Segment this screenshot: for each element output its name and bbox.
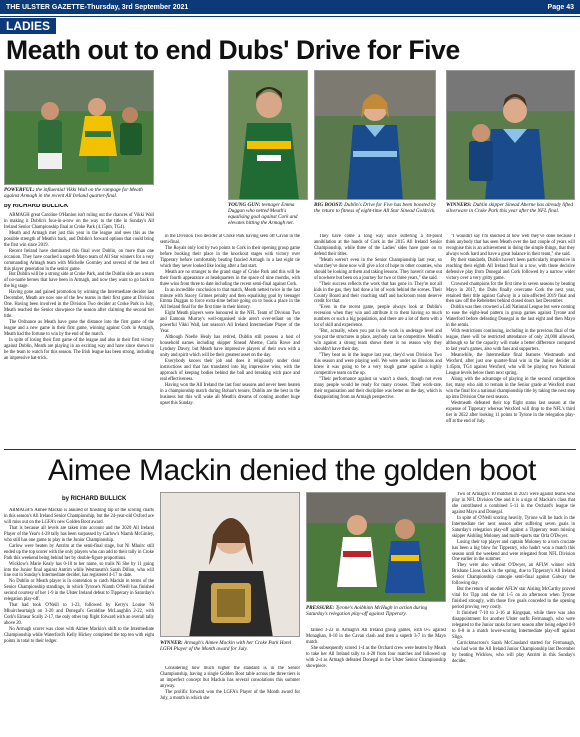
paragraph: in the Division Two decider at Croke Park having seen off Cavan in the semi-final. <box>160 234 300 245</box>
page-header <box>0 0 580 14</box>
paragraph: Recent Ireland have dominated this final over Dublin, on more than one occasion. They have coached a superb Mayo team of All Star winners for a very commanding Armagh team with Michelle Gormley and several of the best of this player generation in the senior game. <box>4 248 154 272</box>
story1-column-1 <box>4 204 154 446</box>
paragraph: "But, actually, when you put in the work in underage level and you put the structures in place, anybody can be competitive. Meath's win against a strong team shows there is no reason why they shouldn't have their day. <box>314 329 442 353</box>
paragraph: "Their performance against us wasn't a shock, though not even many people would be ready for many crosses. Their work-rate, their organisation and their discipline was better on the day, which is disappointing from an Armagh perspective. <box>314 376 442 400</box>
paragraph: That is because all levels are taken into account and the 2020 All Ireland Player of the Year's 4-28 tally has been surpassed by Carlow's Niamh McGinley, who still has one game to play in the Junior Championship. <box>4 525 154 543</box>
paragraph: ARMAGH'S Aimee Mackin is assured of finishing top of the scoring charts in this season's All Ireland Senior Championship, but the 24-year-old Oxford ace will miss out on the LGFA's new Golden Boot award. <box>4 508 154 525</box>
paragraph: Crowned champions for the first time in seven seasons by beating Mayo in 2017, the Dubs finally overcame Cork the next year, retained their title against Galway in a rain-affected 2019 final and then saw off the Rebelettes behind closed doors last December. <box>446 281 575 305</box>
caption-photo-6 <box>306 605 446 617</box>
paragraph: Losing their top player and captain Moloney to a torn cruciate has been a big blow for Tipperary, who hadn't won a match this season until the weekend and were relegated from NFL Division One earlier in the summer. <box>452 539 575 563</box>
paragraph: "Meath weren't even in the Senior Championship last year, so what they've done now will give a lot of hope to other counties, who should be looking at them and taking lessons. They haven't come out of nowhere but been on a journey for two or three years," she said. <box>314 257 442 281</box>
caption-lead: POWERFUL: <box>4 187 35 193</box>
photo-sinead-goldrick <box>314 70 436 200</box>
caption-text: Armagh's Aimee Mackin with her Croke Park Hotel LGFA Player of the Month award for July. <box>160 640 292 653</box>
paragraph: "I wouldn't say I'm shocked at how well they've done because I think anybody that has seen Meath over the last couple of years will recognise this is an achievement in doing the simple things, that they always work hard and have a great balance in their team," she said. <box>446 234 575 257</box>
caption-lead: PRESSURE: <box>306 605 335 611</box>
caption-lead: WINNERS: <box>446 202 472 208</box>
story2-byline: by RICHARD BULLICK <box>62 496 127 502</box>
caption-text: Dublin skipper Sinead Aherne has already lifted silverware in Croke Park this year after the NFL final. <box>446 202 573 215</box>
story2-column-2 <box>160 666 300 736</box>
paper-name-date: THE ULSTER GAZETTE-Thursday, 3rd September 2021 <box>6 3 189 11</box>
paragraph: Eight Meath players were honoured in the NFL Team of Division Two and Eamonn Murray's well-organised side aren't over-reliant on the powerful Vikki Wall, last season's All Ireland Intermediate Player of the Year. <box>160 311 300 335</box>
paragraph: No Dublin or Meath player is in contention to catch Mackin in terms of the Senior Championship standings, in which Tyrone's Niamh O'Neill has finished second courtesy of her 1-9 in the Ulster Ireland defeat to Tipperary in Saturday's relegation play-off. <box>4 579 154 603</box>
page-number: Page 43 <box>547 3 574 11</box>
paragraph: Considering how much higher the standard is in the Senior Championship, having a single Golden Boot table across the three tiers is an imperfect concept but Mackin has several consolations this summer anyway. <box>160 666 300 689</box>
photo-sinead-aherne <box>446 70 575 200</box>
caption-text: Tyrone's Aoibhinn McHugh in action during Saturday's relegation play-off against Tipperary. <box>306 605 428 618</box>
paragraph: But Dublin will be a strong side at Croke Park, and the Dublin side are a team of no-name heroes that have been in Armagh, and now they want to go back to the big stage. <box>4 272 154 290</box>
paragraph: Meath and Armagh met just this year in the league and sees this as the possible strength of Meath's back, and Dublin's forward options that could bring the first win since 2019. <box>4 230 154 248</box>
caption-lead: WINNER: <box>160 640 183 646</box>
paragraph: They have come a long way since suffering a 40-point annihilation at the hands of Cork in the 2015 All Ireland Senior Championship, while three of the Ladies' sides have gone on to defend their titles. <box>314 234 442 257</box>
paragraph: By their standards, Dublin haven't been particularly impressive in reaching their eighth All Ireland final in a row, with those decisive defensive play from Donegal and Cork followed by a narrow wider victory over a very gritty game. <box>446 257 575 281</box>
story1-column-4 <box>446 234 575 446</box>
paragraph: Meanwhile, the Intermediate final features Westmeath and Wexford, after just one quarter-final win in the Junior decider at 1.45pm, TG4 against Wexford, who will be playing two National League levels below them next spring. <box>446 353 575 376</box>
paragraph: They were also without O'Dwyer, an AFLW winner with Brisbane Lions back in the spring, due to Tipperary's All Ireland Senior Championship camogie semi-final against Galway the following day. <box>452 563 575 587</box>
paragraph: ARMAGH great Caroline O'Hanlon isn't ruling out the chances of Vikki Wall in making it Dublin's four-in-a-row on the way to the title in Sunday's All Ireland Senior Championship final at Croke Park (4.15pm, TG4). <box>4 212 154 230</box>
paragraph: In spite of losing their first game of the league and also in their first victory against Dublin, Meath are playing in an exciting way and have since shown to be the team to watch for this season. The Irish league has been strong, including an impressive hat-trick. <box>4 337 154 361</box>
paragraph: It finished 7-10 to 2-16 at Kingspan, while there was also disappointment for another Ulster outfit Fermanagh, who were relegated to the Junior ranks for next season after being edged 0-9 to 0-8 in a match lower-scoring Intermediate play-off against Sligo. <box>452 611 575 640</box>
paragraph: Dublin was then crowned a Lidl National League but were coming to ease the eight-lead pattern in group games against Tyrone and Waterford before defeating Donegal in the last eight and then Mayo in the semis. <box>446 305 575 329</box>
paragraph: With restrictions continuing, including in the previous final of the league, there will be restricted attendance of only 24,000 allowed, although so far the capacity will make a better difference compared to last year's games, also with fans and supporters. <box>446 329 575 353</box>
photo-vikki-wall <box>4 70 154 185</box>
caption-photo-1 <box>4 187 154 199</box>
story1-column-3 <box>314 234 442 446</box>
paragraph: Westmeath defeated their top flight status last season at the expense of Tipperary whereas Wexford will drop to the NFL's third tier in 2022 after looking 11 points to Tyrone in the relegation play-off at the end of July. <box>446 400 575 424</box>
caption-photo-2 <box>228 202 308 226</box>
caption-photo-3 <box>314 202 436 214</box>
photo-emma-duggan <box>228 70 308 200</box>
paragraph: Along with the advantage of playing in the second competition tier, many who aim to remain in the Senior grade at Wexford must win the final for a national championship title by taking the next step up into Division One next season. <box>446 376 575 400</box>
caption-photo-4 <box>446 202 575 214</box>
story-divider <box>4 449 576 450</box>
caption-text: the influential Vikki Wall on the rampage for Meath against Armagh in the recent All Ireland quarter-final. <box>4 187 143 200</box>
paragraph: Carlow were beaten by Antrim at the semi-final stage, but Ni Mhuirc still ended up the top scorer with the only players who can add to their tally in Croke Park this weekend being behind her by double-figure proportions. <box>4 543 154 561</box>
section-bar <box>0 16 580 34</box>
paragraph: Wicklow's Marie Kealy has 0-18 to her name, so trails Ni She by 11 going into the Junior final against Antrim while Westmeath's Sarah Dillon, who will line out in Sunday's Intermediate decider, has registered 4-17 to date. <box>4 561 154 579</box>
paragraph: "Their success reflects the work that has gone in. They're not all kids in the gas, they had done a lot of work behind the scenes. Their County Board and their coaching staff and backroom team deserve credit for that. <box>314 281 442 305</box>
caption-photo-5 <box>160 640 300 652</box>
caption-lead: YOUNG GUN: <box>228 202 261 208</box>
paragraph: No Armagh scorer was close with Aimee Mackin's shift to the Intermediate Championship while Waterford's Kelly Hickey completed the top ten with eight points in total to their ledger. <box>4 627 154 644</box>
story2-column-4 <box>452 492 575 736</box>
story1-byline: by RICHARD BULLICK <box>4 204 69 209</box>
paragraph: She subsequently scored 1-4 as the Orchard crew were beaten by Meath to take her All Ireland tally to 4-28 from four matches and followed up with 2-4 as Armagh defeated Donegal in the Ulster Senior Championship showpiece. <box>306 645 446 669</box>
photo-aoibhinn-mchugh <box>306 492 446 602</box>
paragraph: Carrickmacross's Sarah McCausland started for Fermanagh, who had won the All Ireland Junior Championship last December by beating Wicklow, who will play Antrim in this Sunday's decider. <box>452 640 575 664</box>
story2-column-1 <box>4 508 154 736</box>
story2-column-3 <box>306 628 446 736</box>
story1-headline: Meath out to end Dubs' Drive for Five <box>6 35 460 65</box>
paragraph: tallied 3-22 in Armagh's All Ireland group games, with 0-5 against Monaghan, 0-10 in the Cavan clash and then a superb 3-7 in the Mayo match. <box>306 628 446 645</box>
section-label: LADIES <box>0 18 56 34</box>
paragraph: In spite of O'Neill scoring heavily, Tyrone will be back in the Intermediate tier next season after suffering seven goals in Saturday's relegation play-off against a Tipperary team missing skipper Aishling Moloney and multi-sports star Orla O'Dwyer. <box>452 515 575 539</box>
paragraph: Everybody knows their job and does it religiously under clear instructions and that has translated into big impressive wins, with the approach of keeping bodies behind the ball and breaking with pace and real effectiveness. <box>160 359 300 382</box>
paragraph: In an incredible conclusion to that match, Meath netted twice in the last minute with Stacey Grimes penalty and then equalising goal by teenager Emma Duggan to force extra-time before going on to book a place in the All Ireland final for the first time in their history. <box>160 287 300 311</box>
paragraph: Although Noelle Healy has retired, Dublin still possess a host of household names including skipper Sinead Aherne, Carla Rowe and Lyndsey Davey, but Meath have impressive players of their own with a unity and spirit which will be their greatest asset on the day. <box>160 335 300 359</box>
paragraph: That had took O'Neill to 1-23, followed by Kerry's Louise Ni Mhuircheartaigh on 3-20 and Donegal's Geraldine McLaughlin 2-22, with Cork's Eimear Scally 2-17, the only other top flight forward with an overall tally above 20. <box>4 603 154 627</box>
story2-headline: Aimee Mackin denied the golden boot <box>47 454 536 487</box>
story1-column-2 <box>160 234 300 446</box>
paragraph: "They beat us in the league last year, they'd won Division Two this season and were playing well. We were under no illusions and knew it was going to be a very tough game against a highly competitive team on the up. <box>314 353 442 376</box>
caption-lead: BIG BOOST: <box>314 202 343 208</box>
paragraph: The Royals only lost by two points to Cork in their opening group game before booking their place in the knockout stages with victory over Tipperary before comfortably beating fancied Armagh in a last eight tie which they never looked like losing after a fast start. <box>160 245 300 269</box>
paragraph: Having gone and gained promotion by winning the Intermediate decider last December, Meath are now one of the few teams in their first game at Division One. Having been involved in the Division Two decider at Croke Park in July, Meath reached the Senior showpiece the season after claiming the second tier title. <box>4 290 154 320</box>
photo-aimee-mackin <box>160 492 300 637</box>
paragraph: Two of Armagh's 10 matches in 2021 were against teams who play in NFL Division One and it is a sign of Mackin's class that she contributed a combined 5-11 in the Orchard's league tie against Mayo and Donegal. <box>452 492 575 515</box>
paragraph: Having won the All Ireland the last four seasons and never been beaten in a championship match during Bohan's tenure, Dublin are the best in the business but this will wake all Meath's dreams of coming another huge upset this Sunday. <box>160 382 300 406</box>
paragraph: But the return of another AFLW star Aisling McCarthy proved vital for Tipp and she hit 1-5 on an afternoon when Tyrone finished strongly, with those five goals conceded in the opening period proving very costly. <box>452 587 575 611</box>
caption-text: Dublin's Drive for Five has been boosted by the return to fitness of eight-time All Star Sinead Goldrick. <box>314 202 436 215</box>
paragraph: Meath are no stranger to the grand stage of Croke Park and this will be their fourth appearance at headquarters in the space of nine months, with three wins from three to date including the recent semi-final against Cork. <box>160 269 300 287</box>
paragraph: "Even in the recent game, people always look at Dublin's recession when they win and attribute it to them having so much numbers or such a big population, and there are a lot of them with a lot of skill and experience. <box>314 305 442 329</box>
caption-text: teenager Emma Duggan who netted Meath's equalising goal against Cork and elevates hitting the Armagh net. <box>228 202 298 227</box>
paragraph: The Ordnance as Meath have gone the distance into the first game of the league and a new game in their first game, winning against Cork in Armagh, Meath had the fortune to win by the end of the match. <box>4 320 154 338</box>
paragraph: The prolific forward won the LGFA's Player of the Month award for July, a month in which she <box>160 689 300 701</box>
